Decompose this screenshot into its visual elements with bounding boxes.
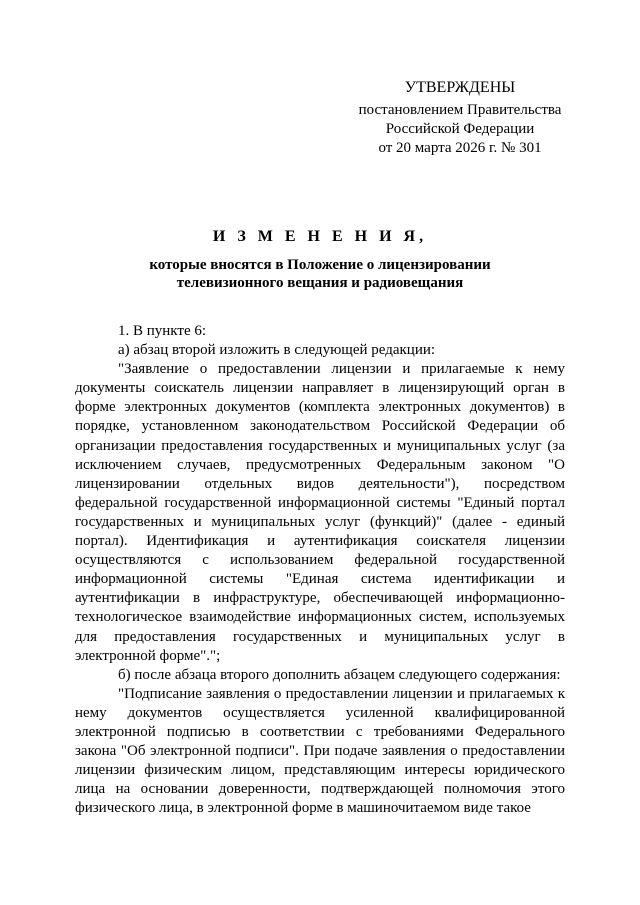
approval-title: УТВЕРЖДЕНЫ bbox=[404, 79, 516, 96]
paragraph-subitem-a: а) абзац второй изложить в следующей редакции: bbox=[118, 342, 436, 359]
paragraph-quote-application: "Заявление о предоставлении лицензии и прилагаемые к нему документы соискатель лицензии направляет в лицензирующий орган в форме электронных документов (комплекта электронных документов) в порядке, установленном законодательством Российской Федерации об организации предоставления государственных и муниципальных услуг (за исключением случаев, предусмотренных Федеральным законом "О лицензировании отдельных видов деятельности"), посредством федеральной государственной информационной системы "Единый портал государственных и муниципальных услуг (функций)" (далее - единый портал). Идентификация и аутентификация соискателя лицензии осуществляются с использованием федеральной государственной информационной системы "Единая система идентификации и аутентификации в инфраструктуре, обеспечивающей информационно-технологическое взаимодействие информационных систем, используемых для предоставления государственных и муниципальных услуг в электронной форме"."; bbox=[75, 361, 565, 664]
approval-line-1: постановлением Правительства bbox=[358, 102, 562, 118]
approval-line-2: Российской Федерации bbox=[385, 121, 535, 137]
document-heading bbox=[0, 228, 640, 292]
approval-date-line: от 20 марта 2026 г. № 301 bbox=[378, 140, 542, 156]
paragraph-quote-signature: "Подписание заявления о предоставлении лицензии и прилагаемых к нему документов осуществляется усиленной квалифицированной электронной подписью в соответствии с требованиями Федерального закона "Об электронной подписи". При подаче заявления о предоставлении лицензии физическим лицом, представляющим интересы юридического лица на основании доверенности, подтверждающей полномочия этого физического лица, в электронной форме в машиночитаемом виде такое bbox=[75, 685, 565, 817]
document-subtitle-line-1: которые вносятся в Положение о лицензировании bbox=[149, 257, 491, 273]
paragraph-subitem-b: б) после абзаца второго дополнить абзацем следующего содержания: bbox=[118, 666, 561, 683]
paragraph-item-1: 1. В пункте 6: bbox=[118, 323, 207, 339]
approval-stamp bbox=[330, 78, 590, 158]
document-title: И З М Е Н Е Н И Я, bbox=[212, 228, 428, 245]
document-body bbox=[75, 322, 565, 818]
document-subtitle-line-2: телевизионного вещания и радиовещания bbox=[176, 275, 464, 291]
